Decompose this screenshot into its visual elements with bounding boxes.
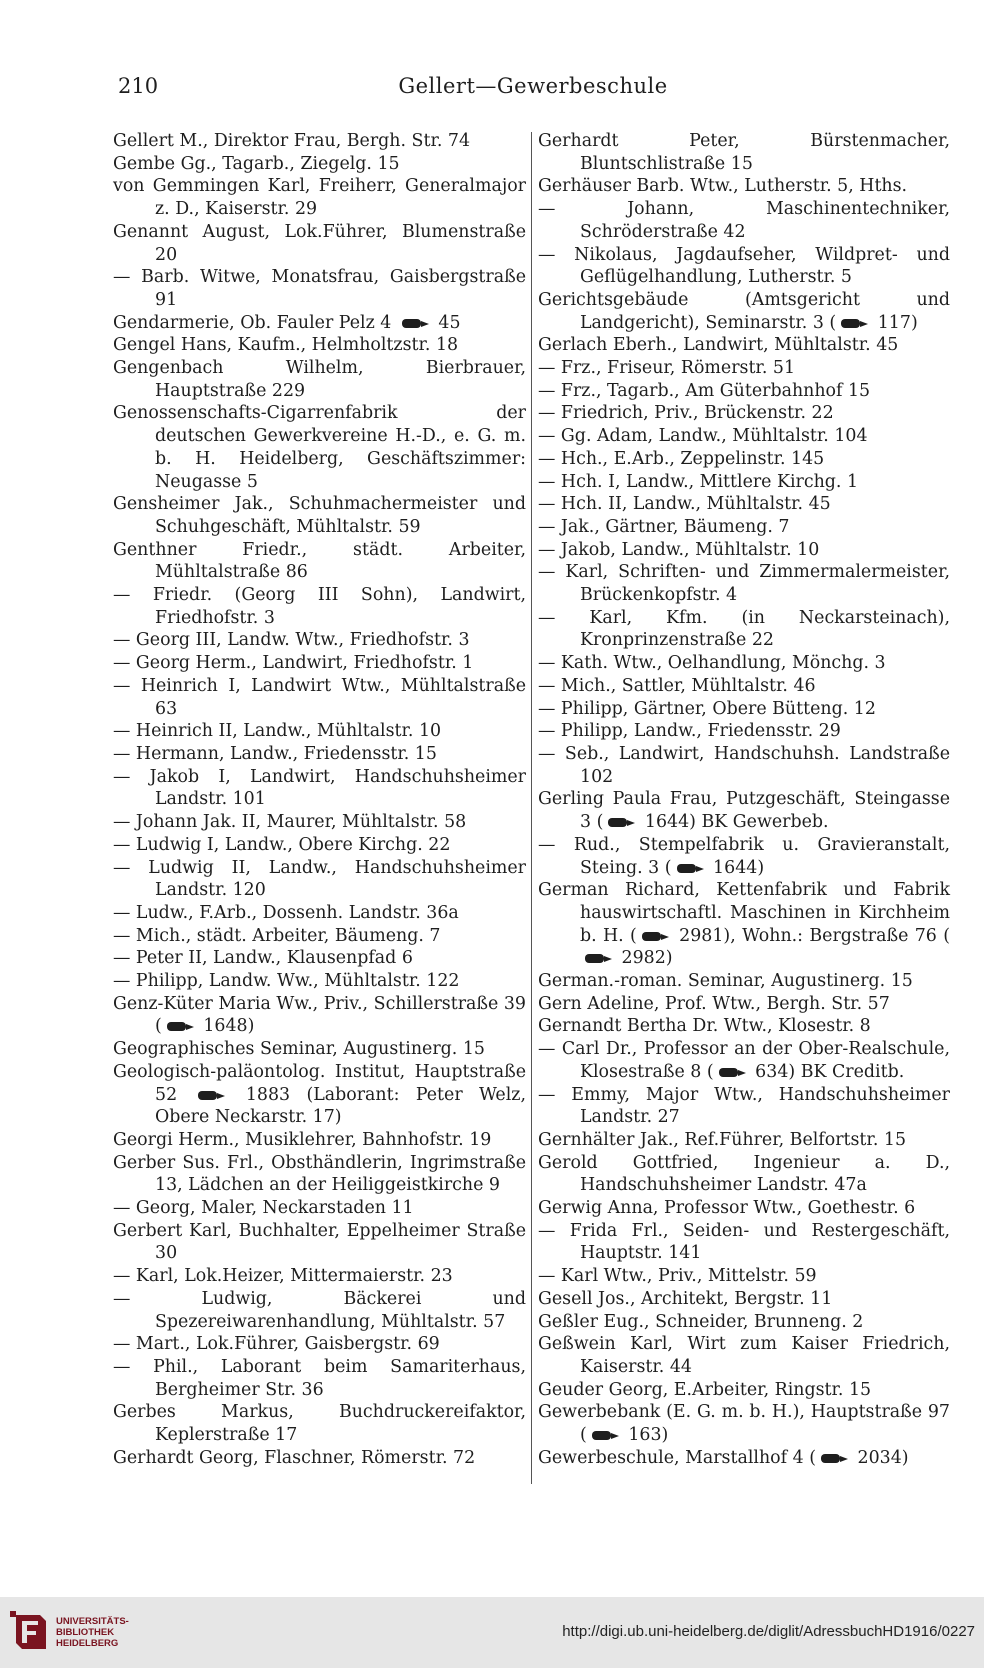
directory-entry: — Jak., Gärtner, Bäumeng. 7	[538, 516, 790, 537]
directory-entry: — Hch. I, Landw., Mittlere Kirchg. 1	[538, 471, 859, 492]
directory-entry: — Ludwig, Bäckerei und Spezereiwarenhandlung, Mühltalstr. 57	[113, 1288, 526, 1332]
directory-entry: Genannt August, Lok.Führer, Blumenstraße 20	[113, 221, 526, 265]
library-name	[56, 1616, 129, 1649]
telephone-icon	[400, 318, 430, 329]
directory-entry: — Gg. Adam, Landw., Mühltalstr. 104	[538, 426, 868, 447]
directory-entry: — Johann, Maschinentechniker, Schröderstraße 42	[538, 199, 950, 242]
directory-entry: — Barb. Witwe, Monatsfrau, Gaisbergstraße 91	[113, 267, 526, 310]
directory-entry: Gerhäuser Barb. Wtw., Lutherstr. 5, Hths.	[538, 176, 908, 197]
directory-entry: Gerhardt Peter, Bürstenmacher, Bluntschlistraße 15	[538, 131, 950, 174]
right-column	[538, 130, 950, 1469]
directory-entry: — Georg, Maler, Neckarstaden 11	[113, 1198, 414, 1219]
directory-entry: — Georg Herm., Landwirt, Friedhofstr. 1	[113, 653, 474, 674]
directory-entry: German Richard, Kettenfabrik und Fabrik hauswirtschaftl. Maschinen in Kirchheim b. H. ( 2981), Wohn.: Bergstraße 76 ( 2982)	[538, 880, 950, 969]
directory-entry: — Philipp, Landw., Friedensstr. 29	[538, 721, 841, 742]
directory-entry: — Friedr. (Georg III Sohn), Landwirt, Friedhofstr. 3	[113, 585, 526, 628]
page-number: 210	[118, 74, 159, 98]
directory-entry: Gerlach Eberh., Landwirt, Mühltalstr. 45	[538, 335, 899, 356]
telephone-icon	[606, 817, 636, 828]
directory-entry: Geuder Georg, E.Arbeiter, Ringstr. 15	[538, 1379, 872, 1400]
directory-entry: — Heinrich I, Landwirt Wtw., Mühltalstraße 63	[113, 675, 526, 719]
directory-entry: — Karl Wtw., Priv., Mittelstr. 59	[538, 1266, 817, 1287]
directory-entry: Gerbes Markus, Buchdruckereifaktor, Keplerstraße 17	[113, 1402, 526, 1446]
directory-entry: Georgi Herm., Musiklehrer, Bahnhofstr. 19	[113, 1129, 492, 1150]
directory-entry: Geographisches Seminar, Augustinerg. 15	[113, 1039, 485, 1060]
left-column	[113, 130, 526, 1469]
directory-entry: Gesell Jos., Architekt, Bergstr. 11	[538, 1288, 833, 1309]
footer-bar	[0, 1597, 984, 1668]
directory-entry: — Johann Jak. II, Maurer, Mühltalstr. 58	[113, 812, 467, 833]
directory-entry: — Mart., Lok.Führer, Gaisbergstr. 69	[113, 1334, 440, 1355]
directory-entry: Gernandt Bertha Dr. Wtw., Klosestr. 8	[538, 1016, 871, 1037]
directory-entry: — Philipp, Gärtner, Obere Bütteng. 12	[538, 698, 876, 719]
directory-entry: Gerichtsgebäude (Amtsgericht und Landgericht), Seminarstr. 3 ( 117)	[538, 289, 950, 333]
telephone-icon	[196, 1090, 226, 1101]
directory-entry: — Mich., städt. Arbeiter, Bäumeng. 7	[113, 925, 441, 946]
telephone-icon	[583, 953, 613, 964]
directory-entry: — Heinrich II, Landw., Mühltalstr. 10	[113, 721, 442, 742]
telephone-icon	[165, 1021, 195, 1032]
directory-entry: — Rud., Stempelfabrik u. Gravieranstalt, Steing. 3 ( 1644)	[538, 834, 950, 878]
directory-entry: — Peter II, Landw., Klausenpfad 6	[113, 948, 413, 969]
directory-entry: — Ludw., F.Arb., Dossenh. Landstr. 36a	[113, 902, 459, 923]
running-head: Gellert—Gewerbeschule	[398, 74, 668, 98]
directory-entry: Gewerbebank (E. G. m. b. H.), Hauptstraße 97 ( 163)	[538, 1402, 950, 1446]
directory-entry: — Hch., E.Arb., Zeppelinstr. 145	[538, 448, 825, 469]
directory-entry: von Gemmingen Karl, Freiherr, Generalmajor z. D., Kaiserstr. 29	[113, 176, 526, 220]
page-header	[118, 74, 948, 104]
directory-entry: Genthner Friedr., städt. Arbeiter, Mühltalstraße 86	[113, 539, 526, 583]
directory-entry: Geßler Eug., Schneider, Brunneng. 2	[538, 1311, 864, 1332]
directory-entry: Gendarmerie, Ob. Fauler Pelz 4 45	[113, 312, 461, 333]
telephone-icon	[640, 931, 670, 942]
directory-entry: — Jakob, Landw., Mühltalstr. 10	[538, 539, 820, 560]
directory-entry: Gengenbach Wilhelm, Bierbrauer, Hauptstraße 229	[113, 358, 526, 401]
directory-entry: Gerling Paula Frau, Putzgeschäft, Steingasse 3 ( 1644) BK Gewerbeb.	[538, 789, 950, 833]
directory-entry: Gellert M., Direktor Frau, Bergh. Str. 74	[113, 131, 471, 151]
directory-entry: — Frida Frl., Seiden- und Restergeschäft, Hauptstr. 141	[538, 1220, 950, 1264]
directory-entry: — Nikolaus, Jagdaufseher, Wildpret- und Geflügelhandlung, Lutherstr. 5	[538, 244, 950, 288]
directory-entry: Gewerbeschule, Marstallhof 4 ( 2034)	[538, 1447, 909, 1468]
directory-entry: Gerbert Karl, Buchhalter, Eppelheimer Straße 30	[113, 1220, 526, 1264]
telephone-icon	[590, 1430, 620, 1441]
directory-entry: Gengel Hans, Kaufm., Helmholtzstr. 18	[113, 335, 459, 356]
directory-entry: — Karl, Lok.Heizer, Mittermaierstr. 23	[113, 1266, 453, 1287]
directory-entry: Geßwein Karl, Wirt zum Kaiser Friedrich, Kaiserstr. 44	[538, 1334, 950, 1377]
directory-entry: Genossenschafts-Cigarrenfabrik der deutschen Gewerkvereine H.-D., e. G. m. b. H. Heidelberg, Geschäftszimmer: Neugasse 5	[113, 403, 526, 492]
column-divider	[531, 132, 532, 1484]
library-name-line: UNIVERSITÄTS-	[56, 1616, 129, 1627]
telephone-icon	[717, 1067, 747, 1078]
directory-entry: German.-roman. Seminar, Augustinerg. 15	[538, 971, 913, 992]
directory-entry: — Jakob I, Landwirt, Handschuhsheimer Landstr. 101	[113, 766, 526, 810]
directory-entry: Gembe Gg., Tagarb., Ziegelg. 15	[113, 153, 400, 174]
directory-entry: Gerold Gottfried, Ingenieur a. D., Handschuhsheimer Landstr. 47a	[538, 1152, 950, 1196]
directory-entry: — Kath. Wtw., Oelhandlung, Mönchg. 3	[538, 653, 886, 674]
directory-entry: — Hch. II, Landw., Mühltalstr. 45	[538, 494, 831, 515]
directory-entry: Gern Adeline, Prof. Wtw., Bergh. Str. 57	[538, 993, 890, 1014]
library-logo-icon	[8, 1609, 52, 1655]
library-name-line: HEIDELBERG	[56, 1638, 119, 1649]
directory-entry: — Friedrich, Priv., Brückenstr. 22	[538, 403, 834, 424]
directory-entry: Genz-Küter Maria Ww., Priv., Schillerstraße 39 ( 1648)	[113, 993, 526, 1037]
directory-entry: — Karl, Kfm. (in Neckarsteinach), Kronprinzenstraße 22	[538, 607, 950, 651]
directory-entry: Gerber Sus. Frl., Obsthändlerin, Ingrimstraße 13, Lädchen an der Heiliggeistkirche 9	[113, 1152, 526, 1196]
library-name-line: BIBLIOTHEK	[56, 1627, 115, 1638]
directory-entry: — Emmy, Major Wtw., Handschuhsheimer Landstr. 27	[538, 1084, 950, 1128]
directory-entry: Gerwig Anna, Professor Wtw., Goethestr. 6	[538, 1198, 916, 1219]
directory-entry: Gensheimer Jak., Schuhmachermeister und Schuhgeschäft, Mühltalstr. 59	[113, 494, 526, 537]
telephone-icon	[839, 318, 869, 329]
directory-entry: — Carl Dr., Professor an der Ober-Realschule, Klosestraße 8 ( 634) BK Creditb.	[538, 1039, 950, 1082]
directory-entry: — Karl, Schriften- und Zimmermalermeister, Brückenkopfstr. 4	[538, 562, 950, 606]
directory-entry: — Mich., Sattler, Mühltalstr. 46	[538, 675, 816, 696]
directory-entry: — Ludwig II, Landw., Handschuhsheimer Landstr. 120	[113, 857, 526, 901]
directory-entry: — Seb., Landwirt, Handschuhsh. Landstraße 102	[538, 743, 950, 787]
telephone-icon	[819, 1453, 849, 1464]
source-url[interactable]: http://digi.ub.uni-heidelberg.de/diglit/AdressbuchHD1916/0227	[562, 1623, 975, 1640]
telephone-icon	[675, 863, 705, 874]
directory-entry: Gerhardt Georg, Flaschner, Römerstr. 72	[113, 1447, 476, 1468]
directory-entry: Geologisch-paläontolog. Institut, Hauptstraße 52 1883 (Laborant: Peter Welz, Obere Neckarstr. 17)	[113, 1061, 526, 1128]
directory-entry: — Ludwig I, Landw., Obere Kirchg. 22	[113, 834, 451, 855]
directory-entry: — Hermann, Landw., Friedensstr. 15	[113, 743, 437, 764]
directory-entry: — Frz., Tagarb., Am Güterbahnhof 15	[538, 380, 871, 401]
directory-entry: — Philipp, Landw. Ww., Mühltalstr. 122	[113, 971, 460, 992]
directory-entry: — Georg III, Landw. Wtw., Friedhofstr. 3	[113, 630, 470, 651]
directory-entry: Gernhälter Jak., Ref.Führer, Belfortstr. 15	[538, 1129, 907, 1150]
directory-entry: — Phil., Laborant beim Samariterhaus, Bergheimer Str. 36	[113, 1356, 526, 1400]
directory-entry: — Frz., Friseur, Römerstr. 51	[538, 358, 796, 379]
